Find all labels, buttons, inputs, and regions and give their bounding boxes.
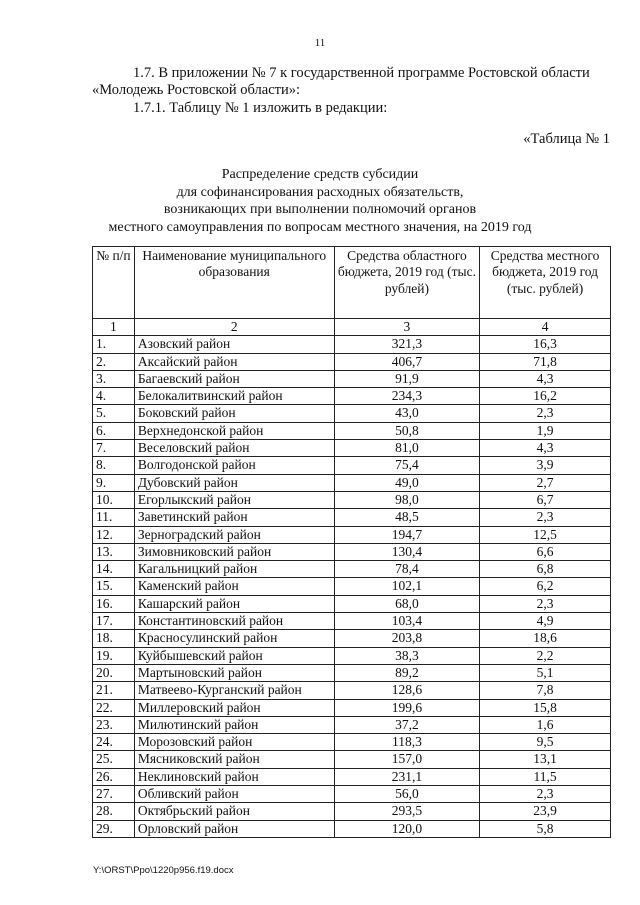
row-number: 20.: [93, 664, 135, 681]
municipality-name: Обливский район: [134, 786, 334, 803]
municipality-name: Куйбышевский район: [134, 647, 334, 664]
table-row: [93, 491, 611, 508]
local-budget-value: 16,3: [480, 336, 611, 353]
local-budget-value: 18,6: [480, 630, 611, 647]
row-number: 24.: [93, 734, 135, 751]
local-budget-value: 6,8: [480, 561, 611, 578]
municipality-name: Азовский район: [134, 336, 334, 353]
municipality-name: Мясниковский район: [134, 751, 334, 768]
row-number: 17.: [93, 613, 135, 630]
municipality-name: Веселовский район: [134, 440, 334, 457]
row-number: 22.: [93, 699, 135, 716]
local-budget-value: 2,3: [480, 509, 611, 526]
table-row: [93, 388, 611, 405]
row-number: 29.: [93, 820, 135, 837]
table-row: [93, 353, 611, 370]
table-row: [93, 578, 611, 595]
row-number: 4.: [93, 388, 135, 405]
paragraph-program-name: «Молодежь Ростовской области»:: [92, 82, 301, 98]
table-row: [93, 682, 611, 699]
table-row: [93, 768, 611, 785]
regional-budget-value: 194,7: [334, 526, 479, 543]
title-line: для софинансирования расходных обязательств,: [176, 184, 464, 200]
municipality-name: Кагальницкий район: [134, 561, 334, 578]
local-budget-value: 13,1: [480, 751, 611, 768]
table-row: [93, 509, 611, 526]
local-budget-value: 2,7: [480, 474, 611, 491]
table-row: [93, 664, 611, 681]
local-budget-value: 2,3: [480, 786, 611, 803]
table-row: [93, 336, 611, 353]
local-budget-value: 71,8: [480, 353, 611, 370]
regional-budget-value: 231,1: [334, 768, 479, 785]
row-number: 11.: [93, 509, 135, 526]
municipality-name: Мартыновский район: [134, 664, 334, 681]
table-label: «Таблица № 1: [523, 131, 610, 147]
table-row: [93, 405, 611, 422]
table-row: [93, 803, 611, 820]
municipality-name: Кашарский район: [134, 595, 334, 612]
table-row: [93, 734, 611, 751]
row-number: 6.: [93, 422, 135, 439]
header-number: № п/п: [93, 247, 135, 319]
row-number: 1.: [93, 336, 135, 353]
municipality-name: Миллеровский район: [134, 699, 334, 716]
row-number: 21.: [93, 682, 135, 699]
table-title: [0, 166, 640, 236]
row-number: 9.: [93, 474, 135, 491]
local-budget-value: 3,9: [480, 457, 611, 474]
regional-budget-value: 89,2: [334, 664, 479, 681]
municipality-name: Матвеево-Курганский район: [134, 682, 334, 699]
local-budget-value: 15,8: [480, 699, 611, 716]
title-line: возникающих при выполнении полномочий органов: [163, 202, 477, 217]
row-number: 15.: [93, 578, 135, 595]
municipality-name: Заветинский район: [134, 509, 334, 526]
table-row: [93, 543, 611, 560]
local-budget-value: 6,2: [480, 578, 611, 595]
table-row: [93, 457, 611, 474]
municipality-name: Боковский район: [134, 405, 334, 422]
municipality-name: Зерноградский район: [134, 526, 334, 543]
local-budget-value: 5,8: [480, 820, 611, 837]
local-budget-value: 4,3: [480, 370, 611, 387]
table-row: [93, 474, 611, 491]
municipality-name: Константиновский район: [134, 613, 334, 630]
municipality-name: Орловский район: [134, 820, 334, 837]
regional-budget-value: 321,3: [334, 336, 479, 353]
local-budget-value: 2,2: [480, 647, 611, 664]
table-row: [93, 370, 611, 387]
municipality-name: Егорлыкский район: [134, 491, 334, 508]
column-number: 2: [134, 319, 334, 336]
table-row: [93, 440, 611, 457]
table-row: [93, 716, 611, 733]
regional-budget-value: 118,3: [334, 734, 479, 751]
header-local-budget: Средства местного бюджета, 2019 год (тыс. рублей): [480, 247, 611, 319]
local-budget-value: 12,5: [480, 526, 611, 543]
regional-budget-value: 293,5: [334, 803, 479, 820]
row-number: 18.: [93, 630, 135, 647]
municipality-name: Милютинский район: [134, 716, 334, 733]
municipality-name: Верхнедонской район: [134, 422, 334, 439]
municipality-name: Красносулинский район: [134, 630, 334, 647]
regional-budget-value: 234,3: [334, 388, 479, 405]
row-number: 7.: [93, 440, 135, 457]
regional-budget-value: 50,8: [334, 422, 479, 439]
local-budget-value: 9,5: [480, 734, 611, 751]
municipality-name: Аксайский район: [134, 353, 334, 370]
row-number: 27.: [93, 786, 135, 803]
local-budget-value: 5,1: [480, 664, 611, 681]
column-number: 4: [480, 319, 611, 336]
municipality-name: Багаевский район: [134, 370, 334, 387]
municipality-name: Каменский район: [134, 578, 334, 595]
table-row: [93, 613, 611, 630]
regional-budget-value: 49,0: [334, 474, 479, 491]
regional-budget-value: 68,0: [334, 595, 479, 612]
regional-budget-value: 128,6: [334, 682, 479, 699]
regional-budget-value: 75,4: [334, 457, 479, 474]
local-budget-value: 2,3: [480, 595, 611, 612]
table-row: [93, 820, 611, 837]
row-number: 14.: [93, 561, 135, 578]
municipality-name: Морозовский район: [134, 734, 334, 751]
municipality-name: Октябрьский район: [134, 803, 334, 820]
table-row: [93, 699, 611, 716]
regional-budget-value: 56,0: [334, 786, 479, 803]
table-row: [93, 751, 611, 768]
header-regional-budget: Средства областного бюджета, 2019 год (тыс. рублей): [334, 247, 479, 319]
paragraph-item-1-7: 1.7. В приложении № 7 к государственной программе Ростовской области: [133, 65, 590, 81]
table-row: [93, 595, 611, 612]
row-number: 19.: [93, 647, 135, 664]
municipality-name: Неклиновский район: [134, 768, 334, 785]
regional-budget-value: 38,3: [334, 647, 479, 664]
regional-budget-value: 37,2: [334, 716, 479, 733]
row-number: 10.: [93, 491, 135, 508]
regional-budget-value: 48,5: [334, 509, 479, 526]
municipality-name: Белокалитвинский район: [134, 388, 334, 405]
municipality-name: Волгодонской район: [134, 457, 334, 474]
regional-budget-value: 199,6: [334, 699, 479, 716]
row-number: 3.: [93, 370, 135, 387]
table-row: [93, 647, 611, 664]
header-municipality: Наименование муниципального образования: [134, 247, 334, 319]
regional-budget-value: 78,4: [334, 561, 479, 578]
row-number: 13.: [93, 543, 135, 560]
regional-budget-value: 43,0: [334, 405, 479, 422]
subsidy-table: [92, 246, 611, 838]
row-number: 2.: [93, 353, 135, 370]
table-row: [93, 526, 611, 543]
row-number: 16.: [93, 595, 135, 612]
local-budget-value: 6,7: [480, 491, 611, 508]
municipality-name: Зимовниковский район: [134, 543, 334, 560]
paragraph-item-1-7-1: 1.7.1. Таблицу № 1 изложить в редакции:: [133, 100, 388, 116]
table-body: [93, 336, 611, 838]
row-number: 26.: [93, 768, 135, 785]
page-number: 11: [314, 37, 326, 49]
municipality-name: Дубовский район: [134, 474, 334, 491]
regional-budget-value: 91,9: [334, 370, 479, 387]
regional-budget-value: 203,8: [334, 630, 479, 647]
table-row: [93, 630, 611, 647]
table-row: [93, 422, 611, 439]
regional-budget-value: 157,0: [334, 751, 479, 768]
local-budget-value: 7,8: [480, 682, 611, 699]
table-header-row: [93, 247, 611, 319]
regional-budget-value: 120,0: [334, 820, 479, 837]
title-line: местного самоуправления по вопросам местного значения, на 2019 год: [108, 219, 532, 235]
title-line: Распределение средств субсидии: [221, 167, 419, 182]
row-number: 28.: [93, 803, 135, 820]
local-budget-value: 16,2: [480, 388, 611, 405]
local-budget-value: 4,3: [480, 440, 611, 457]
local-budget-value: 23,9: [480, 803, 611, 820]
regional-budget-value: 102,1: [334, 578, 479, 595]
row-number: 8.: [93, 457, 135, 474]
regional-budget-value: 103,4: [334, 613, 479, 630]
regional-budget-value: 130,4: [334, 543, 479, 560]
regional-budget-value: 98,0: [334, 491, 479, 508]
local-budget-value: 4,9: [480, 613, 611, 630]
regional-budget-value: 81,0: [334, 440, 479, 457]
file-path-footer: Y:\ORST\Ppo\1220p956.f19.docx: [93, 865, 234, 876]
local-budget-value: 6,6: [480, 543, 611, 560]
row-number: 12.: [93, 526, 135, 543]
row-number: 25.: [93, 751, 135, 768]
regional-budget-value: 406,7: [334, 353, 479, 370]
row-number: 23.: [93, 716, 135, 733]
column-number-row: [93, 319, 611, 336]
local-budget-value: 2,3: [480, 405, 611, 422]
local-budget-value: 1,6: [480, 716, 611, 733]
table-row: [93, 561, 611, 578]
column-number: 3: [334, 319, 479, 336]
column-number: 1: [93, 319, 135, 336]
local-budget-value: 11,5: [480, 768, 611, 785]
row-number: 5.: [93, 405, 135, 422]
local-budget-value: 1,9: [480, 422, 611, 439]
table-row: [93, 786, 611, 803]
